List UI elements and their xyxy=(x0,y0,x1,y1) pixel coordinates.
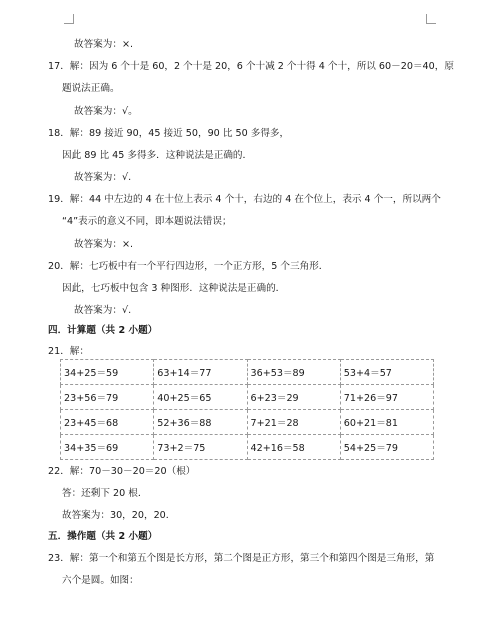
solution-23-line-1: 23．解：第一个和第五个图是长方形，第二个图是正方形，第三个和第四个图是三角形，第 xyxy=(48,553,435,564)
answer-line-16: 故答案为：×. xyxy=(74,39,134,50)
answer-line-17: 故答案为：√。 xyxy=(74,106,138,117)
table-cell: 34+25＝59 xyxy=(61,360,154,385)
table-cell: 52+36＝88 xyxy=(154,410,247,435)
calculation-table xyxy=(60,359,434,460)
solution-17-line-2: 题说法正确。 xyxy=(62,83,120,94)
solution-21-label: 21．解： xyxy=(48,346,89,357)
table-cell: 23+45＝68 xyxy=(61,410,154,435)
table-cell: 23+56＝79 xyxy=(61,385,154,410)
page-corner-mark-left xyxy=(64,14,74,24)
table-cell: 36+53＝89 xyxy=(247,360,340,385)
answer-line-18: 故答案为：√. xyxy=(74,172,132,183)
answer-line-20: 故答案为：√. xyxy=(74,305,132,316)
solution-22-reply: 答：还剩下 20 根． xyxy=(62,488,148,499)
table-row xyxy=(61,385,434,410)
table-cell: 60+21＝81 xyxy=(340,410,433,435)
solution-22-line-1: 22．解：70－30－20＝20（根） xyxy=(48,466,196,477)
table-cell: 42+16＝58 xyxy=(247,435,340,460)
table-row xyxy=(61,435,434,460)
section-heading-calculation: 四．计算题（共 2 小题） xyxy=(48,325,158,336)
solution-18-line-1: 18．解：89 接近 90，45 接近 50，90 比 50 多得多， xyxy=(48,128,290,139)
solution-23-line-2: 六个是圆。如图： xyxy=(62,575,139,586)
table-cell: 7+21＝28 xyxy=(247,410,340,435)
page-corner-mark-right xyxy=(426,14,436,24)
solution-20-line-2: 因此，七巧板中包含 3 种图形．这种说法是正确的． xyxy=(62,283,286,294)
table-cell: 71+26＝97 xyxy=(340,385,433,410)
solution-19-line-2: “4”表示的意义不同，即本题说法错误； xyxy=(62,216,232,227)
answer-line-22: 故答案为：30，20，20． xyxy=(62,510,176,521)
table-cell: 53+4＝57 xyxy=(340,360,433,385)
section-heading-operation: 五．操作题（共 2 小题） xyxy=(48,531,158,542)
solution-19-line-1: 19．解：44 中左边的 4 在十位上表示 4 个十，右边的 4 在个位上，表示 4 个一，所以两个 xyxy=(48,194,441,205)
solution-20-line-1: 20．解：七巧板中有一个平行四边形，一个正方形，5 个三角形． xyxy=(48,261,329,272)
table-cell: 6+23＝29 xyxy=(247,385,340,410)
table-cell: 40+25＝65 xyxy=(154,385,247,410)
answer-line-19: 故答案为：×. xyxy=(74,239,134,250)
solution-18-line-2: 因此 89 比 45 多得多．这种说法是正确的． xyxy=(62,150,253,161)
table-row xyxy=(61,410,434,435)
table-cell: 34+35＝69 xyxy=(61,435,154,460)
table-cell: 54+25＝79 xyxy=(340,435,433,460)
table-cell: 73+2＝75 xyxy=(154,435,247,460)
table-cell: 63+14＝77 xyxy=(154,360,247,385)
solution-17-line-1: 17．解：因为 6 个十是 60，2 个十是 20，6 个十减 2 个十得 4 个十，所以 60－20＝40，原 xyxy=(48,61,454,72)
table-row xyxy=(61,360,434,385)
